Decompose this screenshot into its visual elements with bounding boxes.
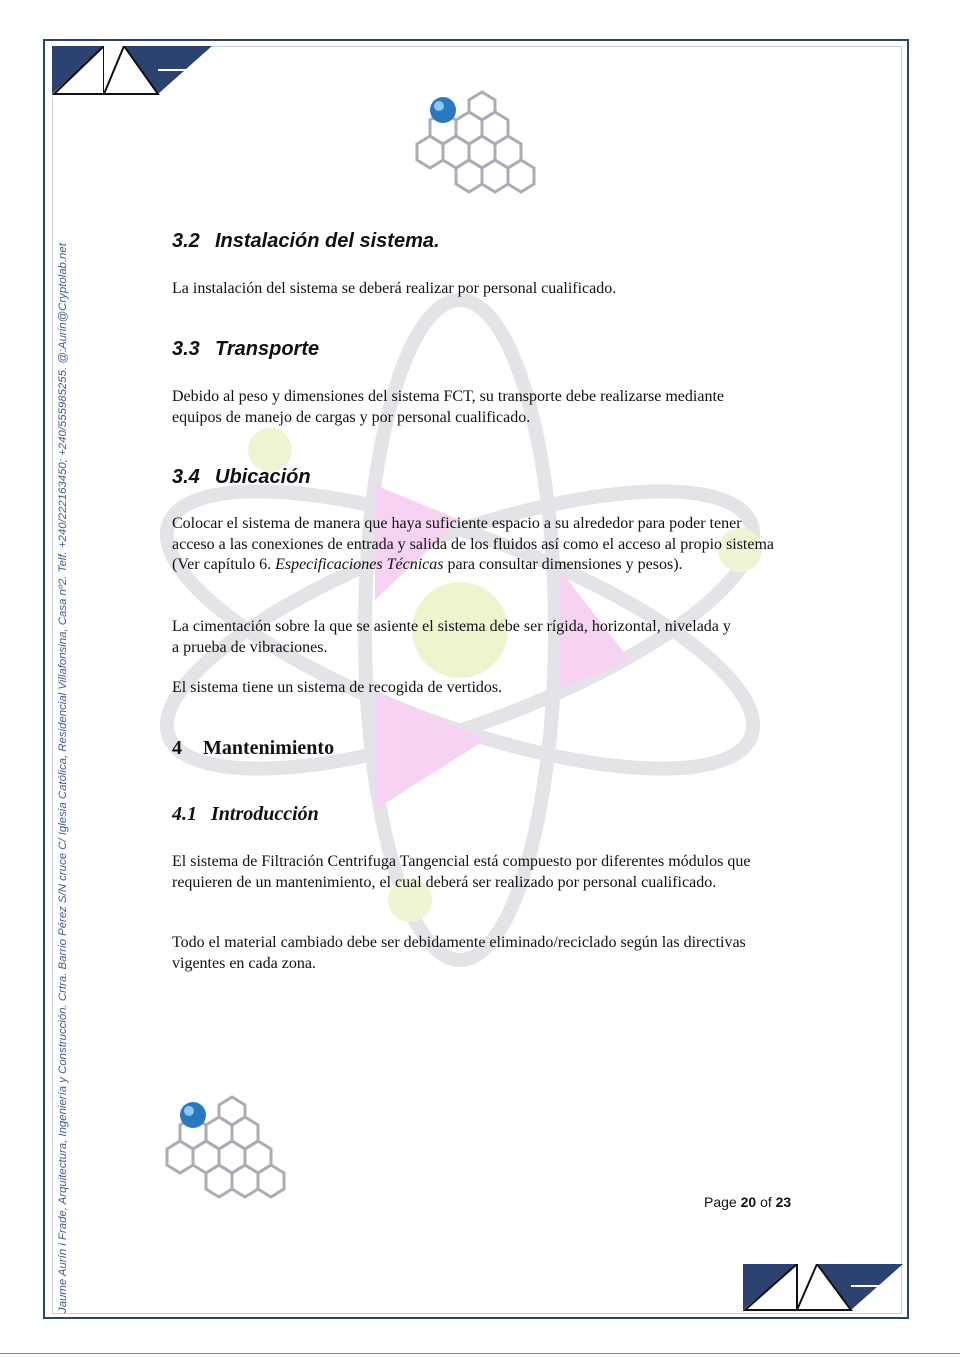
section-title: Ubicación (215, 466, 311, 488)
section-title: Introducción (211, 803, 319, 825)
chapter-heading-4 (172, 737, 334, 760)
paragraph (172, 514, 782, 576)
section-heading-3-2 (172, 230, 440, 253)
chapter-title: Mantenimiento (203, 737, 335, 759)
section-title: Transporte (215, 338, 320, 360)
section-heading-3-4 (172, 466, 311, 489)
page-bottom-rule (0, 1353, 960, 1354)
side-contact-note: Jaume Aurín i Frade, Arquitectura, Ingeniería y Construcción. Crtra. Barrio Pérez S/N cruce C/ Iglesia Católica, Residencial Villafonsina, Casa nº2. Telf. +240/222163450; +240/555985255. @:Aurin@Cryptolab.net (57, 243, 69, 1313)
paragraph: La cimentación sobre la que se asiente el sistema debe ser rígida, horizontal, nivelada y a prueba de vibraciones. (172, 618, 731, 656)
corner-logo-icon (743, 1264, 903, 1314)
paragraph: Todo el material cambiado debe ser debidamente eliminado/reciclado según las directivas vigentes en cada zona. (172, 934, 746, 972)
section-number: 3.2 (172, 230, 200, 252)
paragraph-text: Colocar el sistema de manera que haya suficiente espacio a su alrededor para poder tener acceso a las conexiones de entrada y salida de los fluidos así como el acceso al propio sistema (Ver capítulo 6. (172, 515, 775, 574)
paragraph: La instalación del sistema se deberá realizar por personal cualificado. (172, 280, 617, 297)
paragraph: El sistema de Filtración Centrifuga Tangencial está compuesto por diferentes módulos que requieren de un mantenimiento, el cual deberá ser realizado por personal cualificado. (172, 853, 751, 891)
page-of: of (760, 1194, 772, 1210)
paragraph: Debido al peso y dimensiones del sistema FCT, su transporte debe realizarse mediante equipos de manejo de cargas y por personal cualificado. (172, 388, 724, 426)
corner-logo-icon (52, 46, 212, 98)
section-number: 4.1 (172, 803, 197, 825)
chapter-number: 4 (172, 737, 182, 759)
section-heading-4-1 (172, 803, 319, 826)
paragraph: El sistema tiene un sistema de recogida de vertidos. (172, 679, 503, 696)
page-label: Page (704, 1194, 737, 1210)
page-current: 20 (740, 1194, 757, 1210)
section-title: Instalación del sistema. (215, 230, 440, 252)
page-total: 23 (775, 1194, 792, 1210)
paragraph-italic-reference: Especificaciones Técnicas (275, 556, 444, 574)
graphene-logo-icon (155, 1095, 295, 1205)
section-number: 3.3 (172, 338, 200, 360)
section-heading-3-3 (172, 338, 319, 361)
section-number: 3.4 (172, 466, 200, 488)
page-number (704, 1194, 791, 1210)
paragraph-text: para consultar dimensiones y pesos). (447, 556, 683, 574)
graphene-logo-icon (405, 90, 545, 200)
